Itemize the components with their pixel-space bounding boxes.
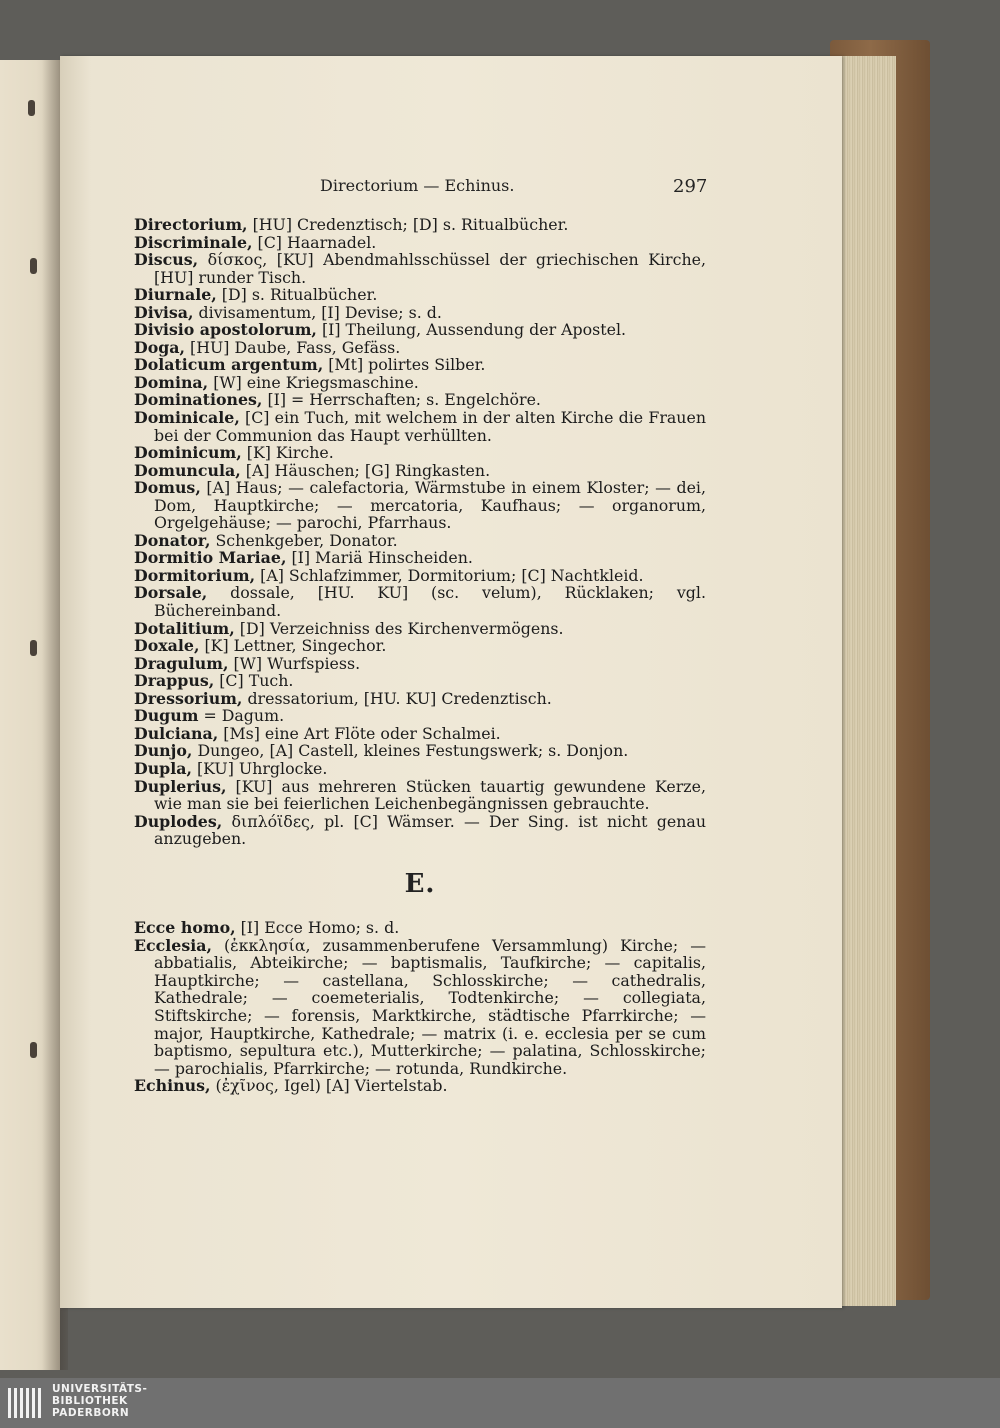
entry-headword: Dugum [134, 706, 199, 726]
library-logo-text [52, 1383, 147, 1419]
entry-list-d [134, 216, 706, 848]
entry-headword: Directorium, [134, 215, 248, 234]
entry-headword: Doga, [134, 337, 186, 357]
entry-definition: = Dagum. [198, 706, 285, 726]
entry-definition: dossale, [HU. KU] (sc. velum), Rücklaken; vgl. Büchereinband. [154, 583, 706, 621]
dictionary-entry [134, 549, 706, 567]
entry-headword: Duplerius, [134, 776, 227, 796]
dictionary-entry [134, 725, 706, 743]
dictionary-entry [134, 532, 706, 550]
dictionary-entry [134, 655, 706, 673]
entry-definition: [W] Wurfspiess. [228, 653, 361, 673]
entry-definition: [A] Haus; — calefactoria, Wärmstube in einem Kloster; — dei, Dom, Hauptkirche; — mercatoria, Kaufhaus; — organorum, Orgelgehäuse; — parochi, Pfarrhaus. [154, 478, 706, 533]
dictionary-entry [134, 304, 706, 322]
dictionary-entry [134, 391, 706, 409]
entry-headword: Discus, [134, 250, 199, 270]
dictionary-entry [134, 479, 706, 532]
dictionary-entry [134, 690, 706, 708]
entry-headword: Doxale, [134, 636, 200, 656]
entry-definition: δίσκος, [KU] Abendmahlsschüssel der griechischen Kirche, [HU] runder Tisch. [154, 250, 706, 287]
entry-definition: [C] ein Tuch, mit welchem in der alten Kirche die Frauen bei der Communion das Haupt verhüllten. [154, 408, 706, 445]
library-logo-icon [6, 1384, 46, 1422]
dictionary-entry [134, 637, 706, 655]
entry-headword: Drappus, [134, 671, 215, 691]
entry-headword: Ecclesia, [134, 935, 212, 955]
dictionary-entry [134, 584, 706, 619]
entry-definition: Schenkgeber, Donator. [210, 530, 398, 550]
entry-headword: Donator, [134, 530, 211, 550]
entry-definition: [HU] Daube, Fass, Gefäss. [185, 337, 401, 357]
logo-line: UNIVERSITÄTS- [52, 1383, 148, 1395]
dictionary-entry [134, 937, 706, 1077]
logo-line: BIBLIOTHEK [52, 1395, 128, 1407]
entry-definition: [A] Schlafzimmer, Dormitorium; [C] Nachtkleid. [255, 565, 644, 585]
entry-headword: Echinus, [134, 1076, 211, 1096]
binding-hole-icon [30, 258, 37, 274]
dictionary-entry [134, 1077, 706, 1095]
entry-definition: [KU] aus mehreren Stücken tauartig gewundene Kerze, wie man sie bei feierlichen Leichenbegängnissen gebrauchte. [154, 776, 706, 814]
entry-list-e [134, 919, 706, 1094]
page-number: 297 [673, 176, 708, 197]
entry-headword: Dominationes, [134, 390, 263, 410]
entry-definition: [A] Häuschen; [G] Ringkasten. [240, 460, 491, 480]
binding-hole-icon [30, 640, 37, 656]
dictionary-text [134, 216, 706, 1095]
section-letter: E. [404, 868, 436, 899]
entry-definition: [K] Kirche. [241, 443, 334, 463]
dictionary-entry [134, 620, 706, 638]
dictionary-entry [134, 707, 706, 725]
entry-headword: Discriminale, [134, 232, 253, 252]
dictionary-entry [134, 567, 706, 585]
entry-headword: Divisio apostolorum, [134, 320, 317, 340]
dictionary-entry [134, 339, 706, 357]
entry-headword: Dupla, [134, 758, 192, 778]
entry-definition: dressatorium, [HU. KU] Credenztisch. [242, 688, 552, 708]
entry-definition: [K] Lettner, Singechor. [199, 636, 387, 656]
entry-definition: [HU] Credenztisch; [D] s. Ritualbücher. [247, 215, 569, 234]
dictionary-entry [134, 672, 706, 690]
entry-definition: (ἐχῖνος, Igel) [A] Viertelstab. [210, 1076, 448, 1096]
entry-headword: Duplodes, [134, 811, 223, 831]
entry-definition: (ἐκκλησία, zusammenberufene Versammlung) Kirche; — abbatialis, Abteikirche; — baptismalis, Taufkirche; — capitalis, Hauptkirche; — castellana, Schlosskirche; — cathedralis, Kathedrale; — coemeterialis, Todtenkirche; — collegiata, Stiftskirche; — forensis, Marktkirche, städtische Pfarrkirche; — major, Hauptkirche, Kathedrale; — matrix (i. e. ecclesia per se cum baptismo, sepultura etc.), Mutterkirche; — palatina, Schlosskirche; — parochialis, Pfarrkirche; — rotunda, Rundkirche. [154, 935, 706, 1078]
entry-definition: [I] Ecce Homo; s. d. [235, 918, 400, 938]
page-edges [838, 56, 896, 1306]
dictionary-entry [134, 216, 706, 234]
dictionary-entry [134, 919, 706, 937]
dictionary-entry [134, 356, 706, 374]
dictionary-entry [134, 234, 706, 252]
entry-headword: Dorsale, [134, 583, 208, 603]
entry-headword: Domus, [134, 478, 201, 498]
dictionary-entry [134, 462, 706, 480]
entry-headword: Dominicum, [134, 443, 242, 463]
dictionary-entry [134, 778, 706, 813]
entry-definition: [Mt] polirtes Silber. [323, 355, 486, 375]
dictionary-entry [134, 742, 706, 760]
entry-headword: Domina, [134, 372, 209, 392]
entry-definition: [C] Haarnadel. [252, 232, 377, 252]
entry-headword: Dunjo, [134, 741, 193, 761]
entry-headword: Diurnale, [134, 285, 217, 305]
entry-headword: Dressorium, [134, 688, 243, 708]
binding-hole-icon [28, 100, 35, 116]
entry-headword: Ecce homo, [134, 918, 236, 938]
running-head: Directorium — Echinus. [320, 176, 515, 195]
entry-headword: Dragulum, [134, 653, 229, 673]
entry-headword: Dolaticum argentum, [134, 355, 324, 375]
entry-definition: divisamentum, [I] Devise; s. d. [193, 302, 442, 322]
dictionary-entry [134, 286, 706, 304]
dictionary-entry [134, 251, 706, 286]
entry-definition: διπλόϊδες, pl. [C] Wämser. — Der Sing. ist nicht genau anzugeben. [154, 811, 706, 849]
entry-headword: Divisa, [134, 302, 194, 322]
entry-definition: [I] Theilung, Aussendung der Apostel. [316, 320, 627, 340]
dictionary-entry [134, 374, 706, 392]
entry-definition: [KU] Uhrglocke. [191, 758, 328, 778]
footer-bar [0, 1378, 1000, 1428]
dictionary-entry [134, 760, 706, 778]
dictionary-entry [134, 409, 706, 444]
entry-definition: [Ms] eine Art Flöte oder Schalmei. [218, 723, 501, 743]
entry-definition: Dungeo, [A] Castell, kleines Festungswerk; s. Donjon. [192, 741, 629, 761]
entry-headword: Dotalitium, [134, 618, 235, 638]
entry-headword: Dominicale, [134, 408, 240, 428]
entry-headword: Dormitio Mariae, [134, 548, 287, 568]
binding-hole-icon [30, 1042, 37, 1058]
entry-headword: Dulciana, [134, 723, 219, 743]
entry-definition: [W] eine Kriegsmaschine. [208, 372, 419, 392]
entry-definition: [D] Verzeichniss des Kirchenvermögens. [234, 618, 564, 638]
entry-definition: [I] Mariä Hinscheiden. [286, 548, 473, 568]
dictionary-entry [134, 321, 706, 339]
dictionary-entry [134, 444, 706, 462]
entry-definition: [C] Tuch. [214, 671, 294, 691]
entry-definition: [I] = Herrschaften; s. Engelchöre. [262, 390, 541, 410]
entry-headword: Domuncula, [134, 460, 241, 480]
logo-line: PADERBORN [52, 1407, 130, 1419]
entry-headword: Dormitorium, [134, 565, 256, 585]
dictionary-entry [134, 813, 706, 848]
entry-definition: [D] s. Ritualbücher. [216, 285, 378, 305]
